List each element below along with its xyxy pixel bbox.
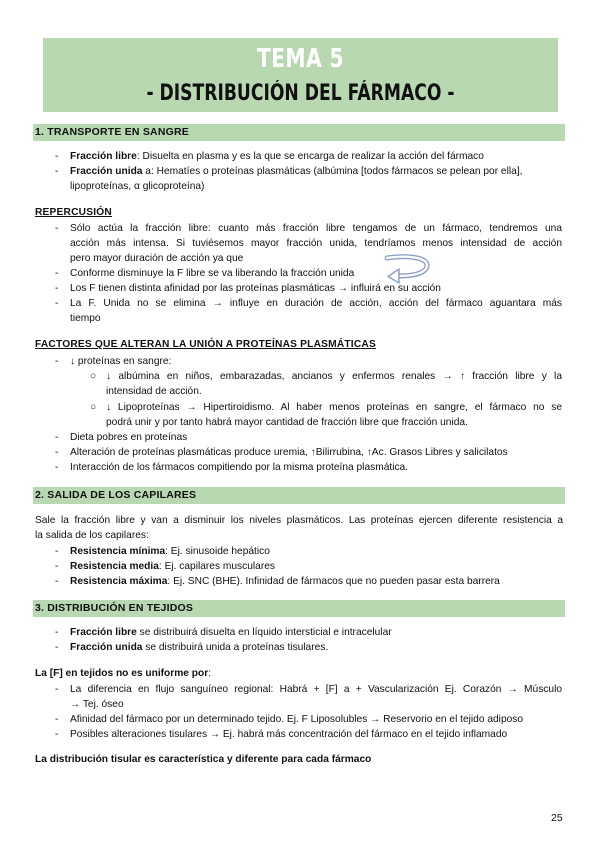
subheading-text: La [F] en tejidos no es uniforme por xyxy=(35,668,209,679)
factores-heading: FACTORES QUE ALTERAN LA UNIÓN A PROTEÍNAS PLASMÁTICAS xyxy=(35,339,376,350)
list-item xyxy=(70,626,392,641)
list-item: Interacción de los fármacos compitiendo por la misma proteína plasmática. xyxy=(70,462,409,473)
title-line2: - DISTRIBUCIÓN DEL FÁRMACO - xyxy=(146,81,455,106)
item-text: a: Hematíes o proteínas plasmáticas (albúmina [todos fármacos se pelean por ella], xyxy=(142,166,523,177)
section-header-tejidos xyxy=(33,600,565,617)
list-dash: - xyxy=(55,151,59,162)
list-item: La F. Unida no se elimina → influye en duración de acción, acción del fármaco aguantara más xyxy=(70,298,562,309)
list-item: ↓ proteínas en sangre: xyxy=(70,356,172,367)
list-dash: - xyxy=(55,166,59,177)
list-item-cont: lipoproteínas, α glicoproteína) xyxy=(70,181,205,192)
list-item: Los F tienen distinta afinidad por las proteínas plasmáticas → influirá en su acción xyxy=(70,283,441,294)
term: Fracción unida xyxy=(70,642,143,653)
list-item: La diferencia en flujo sanguíneo regional: Habrá + [F] a + Vascularización Ej. Corazón → Músculo xyxy=(70,684,562,695)
section-heading: 1. TRANSPORTE EN SANGRE xyxy=(35,126,189,138)
list-dash: - xyxy=(55,714,59,725)
repercusion-heading: REPERCUSIÓN xyxy=(35,207,112,218)
list-dash: - xyxy=(55,268,59,279)
list-item xyxy=(70,545,270,560)
term: Resistencia máxima xyxy=(70,576,168,587)
list-item xyxy=(70,641,328,656)
list-dash: - xyxy=(55,576,59,587)
list-dash: - xyxy=(55,642,59,653)
list-item-cont: tiempo xyxy=(70,313,101,324)
list-item-cont: → Tej. óseo xyxy=(70,699,124,710)
list-circle-bullet: ○ xyxy=(90,371,97,382)
section-heading: 2. SALIDA DE LOS CAPILARES xyxy=(35,489,197,501)
item-text: : Ej. capilares musculares xyxy=(158,561,275,572)
term: Resistencia media xyxy=(70,561,159,572)
title-banner xyxy=(43,38,558,112)
list-dash: - xyxy=(55,447,59,458)
list-dash: - xyxy=(55,298,59,309)
item-text: se distribuirá unida a proteínas tisulares. xyxy=(142,642,329,653)
sub-list-item: ↓ Lipoproteínas → Hipertiroidismo. Al haber menos proteínas en sangre, el fármaco no se xyxy=(106,402,562,413)
list-dash: - xyxy=(55,432,59,443)
sub-list-item-cont: intensidad de acción. xyxy=(106,386,202,397)
list-dash: - xyxy=(55,561,59,572)
paragraph: Sale la fracción libre y van a disminuir los niveles plasmáticos. Las proteínas ejercen diferente resistencia a xyxy=(35,515,563,526)
subheading-colon: : xyxy=(208,668,212,679)
item-text: se distribuirá disuelta en líquido intersticial e intracelular xyxy=(136,627,392,638)
tejidos-subheading xyxy=(35,667,211,682)
item-text: : Ej. SNC (BHE). Infinidad de fármacos que no pueden pasar esta barrera xyxy=(167,576,500,587)
list-item: Sólo actúa la fracción libre: cuanto más fracción libre tengamos de un fármaco, tendremos una xyxy=(70,223,562,234)
list-dash: - xyxy=(55,462,59,473)
list-item: Conforme disminuye la F libre se va liberando la fracción unida xyxy=(70,268,355,279)
term: Resistencia mínima xyxy=(70,546,166,557)
term: Fracción libre xyxy=(70,627,137,638)
list-circle-bullet: ○ xyxy=(90,402,97,413)
term: Fracción unida xyxy=(70,166,143,177)
list-item xyxy=(70,560,275,575)
list-dash: - xyxy=(55,356,59,367)
list-dash: - xyxy=(55,546,59,557)
item-text: : Disuelta en plasma y es la que se encarga de realizar la acción del fármaco xyxy=(136,151,484,162)
paragraph-cont: la salida de los capilares: xyxy=(35,530,149,541)
list-item xyxy=(70,575,500,590)
list-item xyxy=(70,150,484,165)
term: Fracción libre xyxy=(70,151,137,162)
list-item xyxy=(70,165,522,180)
list-item-cont: pero mayor duración de acción ya que xyxy=(70,253,244,264)
list-item: Posibles alteraciones tisulares → Ej. habrá más concentración del fármaco en el tejido inflamado xyxy=(70,729,508,740)
sub-list-item: ↓ albúmina en niños, embarazadas, ancianos y enfermos renales → ↑ fracción libre y la xyxy=(106,371,562,382)
closing-statement: La distribución tisular es característica y diferente para cada fármaco xyxy=(35,754,372,765)
list-item-cont: acción más intensa. Si tuviésemos mayor fracción unida, tendríamos menos intensidad de acción xyxy=(70,238,562,249)
list-item: Alteración de proteínas plasmáticas produce uremia, ↑Bilirrubina, ↑Ac. Grasos Libres y salicilatos xyxy=(70,447,508,458)
list-dash: - xyxy=(55,223,59,234)
sub-list-item-cont: podrá unir y por tanto habrá mayor cantidad de fracción libre que fracción unida. xyxy=(106,417,468,428)
list-dash: - xyxy=(55,684,59,695)
item-text: : Ej. sinusoide hepático xyxy=(165,546,270,557)
page-number: 25 xyxy=(551,812,563,824)
section-header-transporte xyxy=(33,124,565,141)
list-dash: - xyxy=(55,283,59,294)
section-heading: 3. DISTRIBUCIÓN EN TEJIDOS xyxy=(35,602,194,614)
list-item: Dieta pobres en proteínas xyxy=(70,432,188,443)
list-dash: - xyxy=(55,729,59,740)
list-item: Afinidad del fármaco por un determinado tejido. Ej. F Liposolubles → Reservorio en el tejido adiposo xyxy=(70,714,524,725)
list-dash: - xyxy=(55,627,59,638)
section-header-capilares xyxy=(33,487,565,504)
title-line1: TEMA 5 xyxy=(256,44,345,74)
